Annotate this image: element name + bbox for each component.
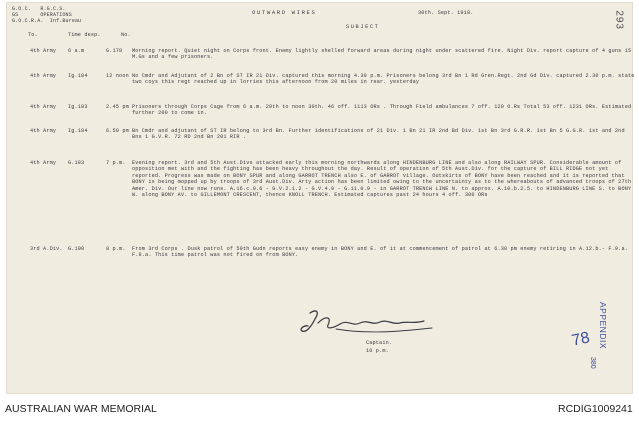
- document-page: [6, 2, 633, 394]
- entry-to: 4th Army: [30, 104, 57, 110]
- page-number: 293: [614, 10, 625, 30]
- document-date: 30th. Sept. 1918.: [418, 10, 474, 16]
- document-title: OUTWARD WIRES: [252, 9, 317, 16]
- entry-number: 6.50 pm: [106, 128, 129, 134]
- distribution-line-2: GS OPERATIONS: [12, 12, 72, 18]
- entry-time: 6 a.m: [68, 48, 85, 54]
- entry-to: 4th Army: [30, 160, 57, 166]
- distribution-line-1: G.O.C. R.G.C.S.: [12, 6, 66, 12]
- entry-time: Ig.184: [68, 73, 88, 79]
- entry-to: 4th Army: [30, 48, 57, 54]
- handwritten-number: 78: [570, 329, 592, 350]
- footer-archive-name: AUSTRALIAN WAR MEMORIAL: [5, 403, 157, 415]
- entry-text: Morning report. Quiet night on Corps front. Enemy lightly shelled forward areas during night under scattered fire. Night Div. report capture of 4 guns 15 M.Gs and a few prisoners.: [132, 48, 632, 61]
- appendix-label: APPENDIX: [598, 302, 608, 349]
- appendix-number: 380: [589, 357, 596, 369]
- entry-time: Ig.184: [68, 128, 88, 134]
- entry-time: G.190: [68, 246, 85, 252]
- entry-number: 12 noon: [106, 73, 129, 79]
- distribution-line-3: G.O.C.R.A. Inf.Bureau: [12, 18, 82, 24]
- entry-number: 7 p.m.: [106, 160, 126, 166]
- column-header-time: Time desp.: [68, 32, 101, 38]
- entry-to: 3rd A.Div.: [30, 246, 63, 252]
- entry-to: 4th Army: [30, 73, 57, 79]
- footer-record-id: RCDIG1009241: [558, 403, 633, 415]
- column-header-no: No.: [121, 32, 131, 38]
- entry-text: Prisoners through Corps Cage from 6 a.m. 29th to noon 30th. 46 off. 1113 ORs . Through Field ambulances 7 off. 120 O.Rs Total 53 off. 1231 ORs. Estimated further 200 to come in.: [132, 104, 632, 117]
- entry-text: From 3rd Corps . Dusk patrol of 50th Gudn reports easy enemy in BONY and E. of it at commencement of patrol at 6.30 pm enemy retiring in A.12.b.- F.9.a. F.9.a. This time patrol was not fired on from BONY.: [132, 246, 628, 259]
- entry-number: G.178: [106, 48, 123, 54]
- entry-number: 8 p.m.: [106, 246, 126, 252]
- entry-text: Bn Cmdr and adjutant of ST IR belong to 3rd Bn. Further identifications of 21 Div. 1 Bn 21 IR 2nd Bd Div. 1st Bn 3rd G.R.R. 1st Bn 5 G.G.R. 1st and 2nd Bns 1 G.V.R. 72 RD 2nd Bn 201 RIR .: [132, 128, 625, 141]
- entry-text: Evening report. 3rd and 5th Aust.Divs attacked early this morning northwards along HINDENBURG LINE and also along RAILWAY SPUR. Considerable amount of opposition met with and the fighting has been heavy throughout the day. Result of operation of 5th Aust.Div. for the capture of BILL RIDGE not yet reported. Progress was made on BONY SPUR and along GARROT TRENCH also E. of GARROT village. Outskirts of BONY have been reached and it is reported that BONY is being mopped up by troops of 3rd Aust.Div. Arty action has been limited owing to the uncertainty as to the whereabouts of advanced troops of 27th Amer. Div. Our line now runs. A.16.c.0.6 - G.V.2.1.2 - G.V.4.9 - G.11.0.9 - in GARROT TRENCH LINE N. to approx. A.10.b.2.5. to HINDENBURG LINE S. to BONY W. along BONY AV. to GILLEMONT CRESCENT, thence KNOLL TRENCH. Estimated captures past 24 hours 4 off. 300 ORs: [132, 160, 632, 199]
- entry-number: 2.45 pm: [106, 104, 129, 110]
- signature-time: 10 p.m.: [366, 348, 389, 354]
- signature-role: Captain.: [366, 340, 393, 346]
- column-header-to: To.: [28, 32, 38, 38]
- entry-text: No Cmdr and Adjutant of 2 Bn of ST IR 21 Div. captured this morning 4.30 p.m. Prisoners belong 3rd Bn 1 Rd Gren.Regt. 2nd Gd Div. captured 2.30 p.m. state two coys this regt reached up in lorries this afternoon from 20 miles in rear. yesterday: [132, 73, 635, 86]
- subject-heading: SUBJECT: [346, 24, 380, 30]
- entry-to: 4th Army: [30, 128, 57, 134]
- entry-time: G.183: [68, 160, 85, 166]
- handwritten-signature: [296, 307, 446, 339]
- entry-time: Ig.183: [68, 104, 88, 110]
